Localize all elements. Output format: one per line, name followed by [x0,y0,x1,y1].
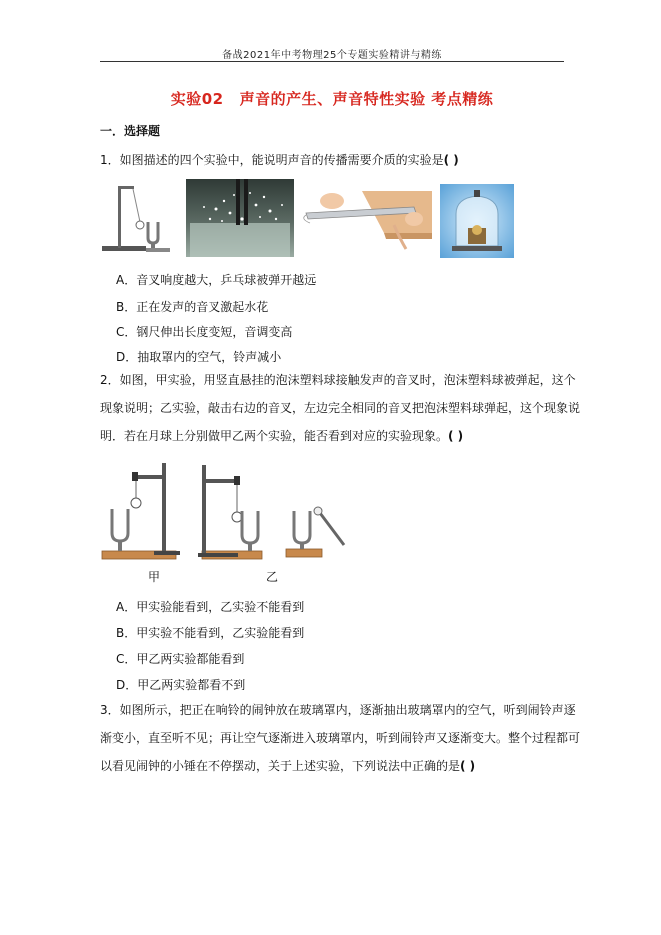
question-2-line-2: 现象说明；乙实验，敲击右边的音叉，左边完全相同的音叉把泡沫塑料球弹起，这个现象说 [100,401,581,415]
q2-option-b: B．甲实验不能看到，乙实验能看到 [116,626,305,640]
tuning-fork-ball-figure [102,180,178,256]
question-1 [100,146,459,174]
q1-option-b: B．正在发声的音叉激起水花 [116,300,269,314]
answer-bracket: ( ) [448,429,464,443]
q1-option-c: C．钢尺伸出长度变短，音调变高 [116,325,293,339]
header-divider [100,61,564,62]
title-experiment-number: 实验02 [170,90,224,108]
title-topic: 声音的产生、声音特性实验 考点精练 [239,90,494,108]
figure-label-jia: 甲 [148,570,161,584]
fork-water-splash-photo [186,179,294,257]
question-3-line-3 [100,752,475,780]
question-1-text: 1．如图描述的四个实验中，能说明声音的传播需要介质的实验是 [100,153,444,167]
answer-bracket: ( ) [460,759,476,773]
q2-option-c: C．甲乙两实验都能看到 [116,652,245,666]
ruler-table-photo [302,179,432,257]
question-2-line-1: 2．如图，甲实验，用竖直悬挂的泡沫塑料球接触发声的音叉时，泡沫塑料球被弹起，这个 [100,373,576,387]
q1-option-d: D．抽取罩内的空气，铃声减小 [116,350,282,364]
question-3-line-2: 渐变小，直至听不见；再让空气逐渐进入玻璃罩内，听到闹铃声又逐渐变大。整个过程都可 [100,731,581,745]
section-heading: 一．选择题 [100,124,161,138]
page-title [100,88,564,109]
question-2-line-3 [100,422,463,450]
figure-label-yi: 乙 [266,570,279,584]
question-3-line-1: 3．如图所示，把正在响铃的闹钟放在玻璃罩内，逐渐抽出玻璃罩内的空气，听到闹铃声逐 [100,703,576,717]
q1-option-a: A．音叉响度越大，乒乓球被弹开越远 [116,273,317,287]
bell-jar-photo [440,184,514,258]
question-2-line-3-text: 明．若在月球上分别做甲乙两个实验，能否看到对应的实验现象。 [100,429,449,443]
resonance-forks-figure [98,455,356,590]
q2-option-d: D．甲乙两实验都看不到 [116,678,246,692]
question-3-line-3-text: 以看见闹钟的小锤在不停摆动，关于上述实验，下列说法中正确的是 [100,759,461,773]
answer-bracket: ( ) [443,153,459,167]
q2-option-a: A．甲实验能看到，乙实验不能看到 [116,600,305,614]
page-header: 备战2021年中考物理25个专题实验精讲与精练 [222,50,442,61]
